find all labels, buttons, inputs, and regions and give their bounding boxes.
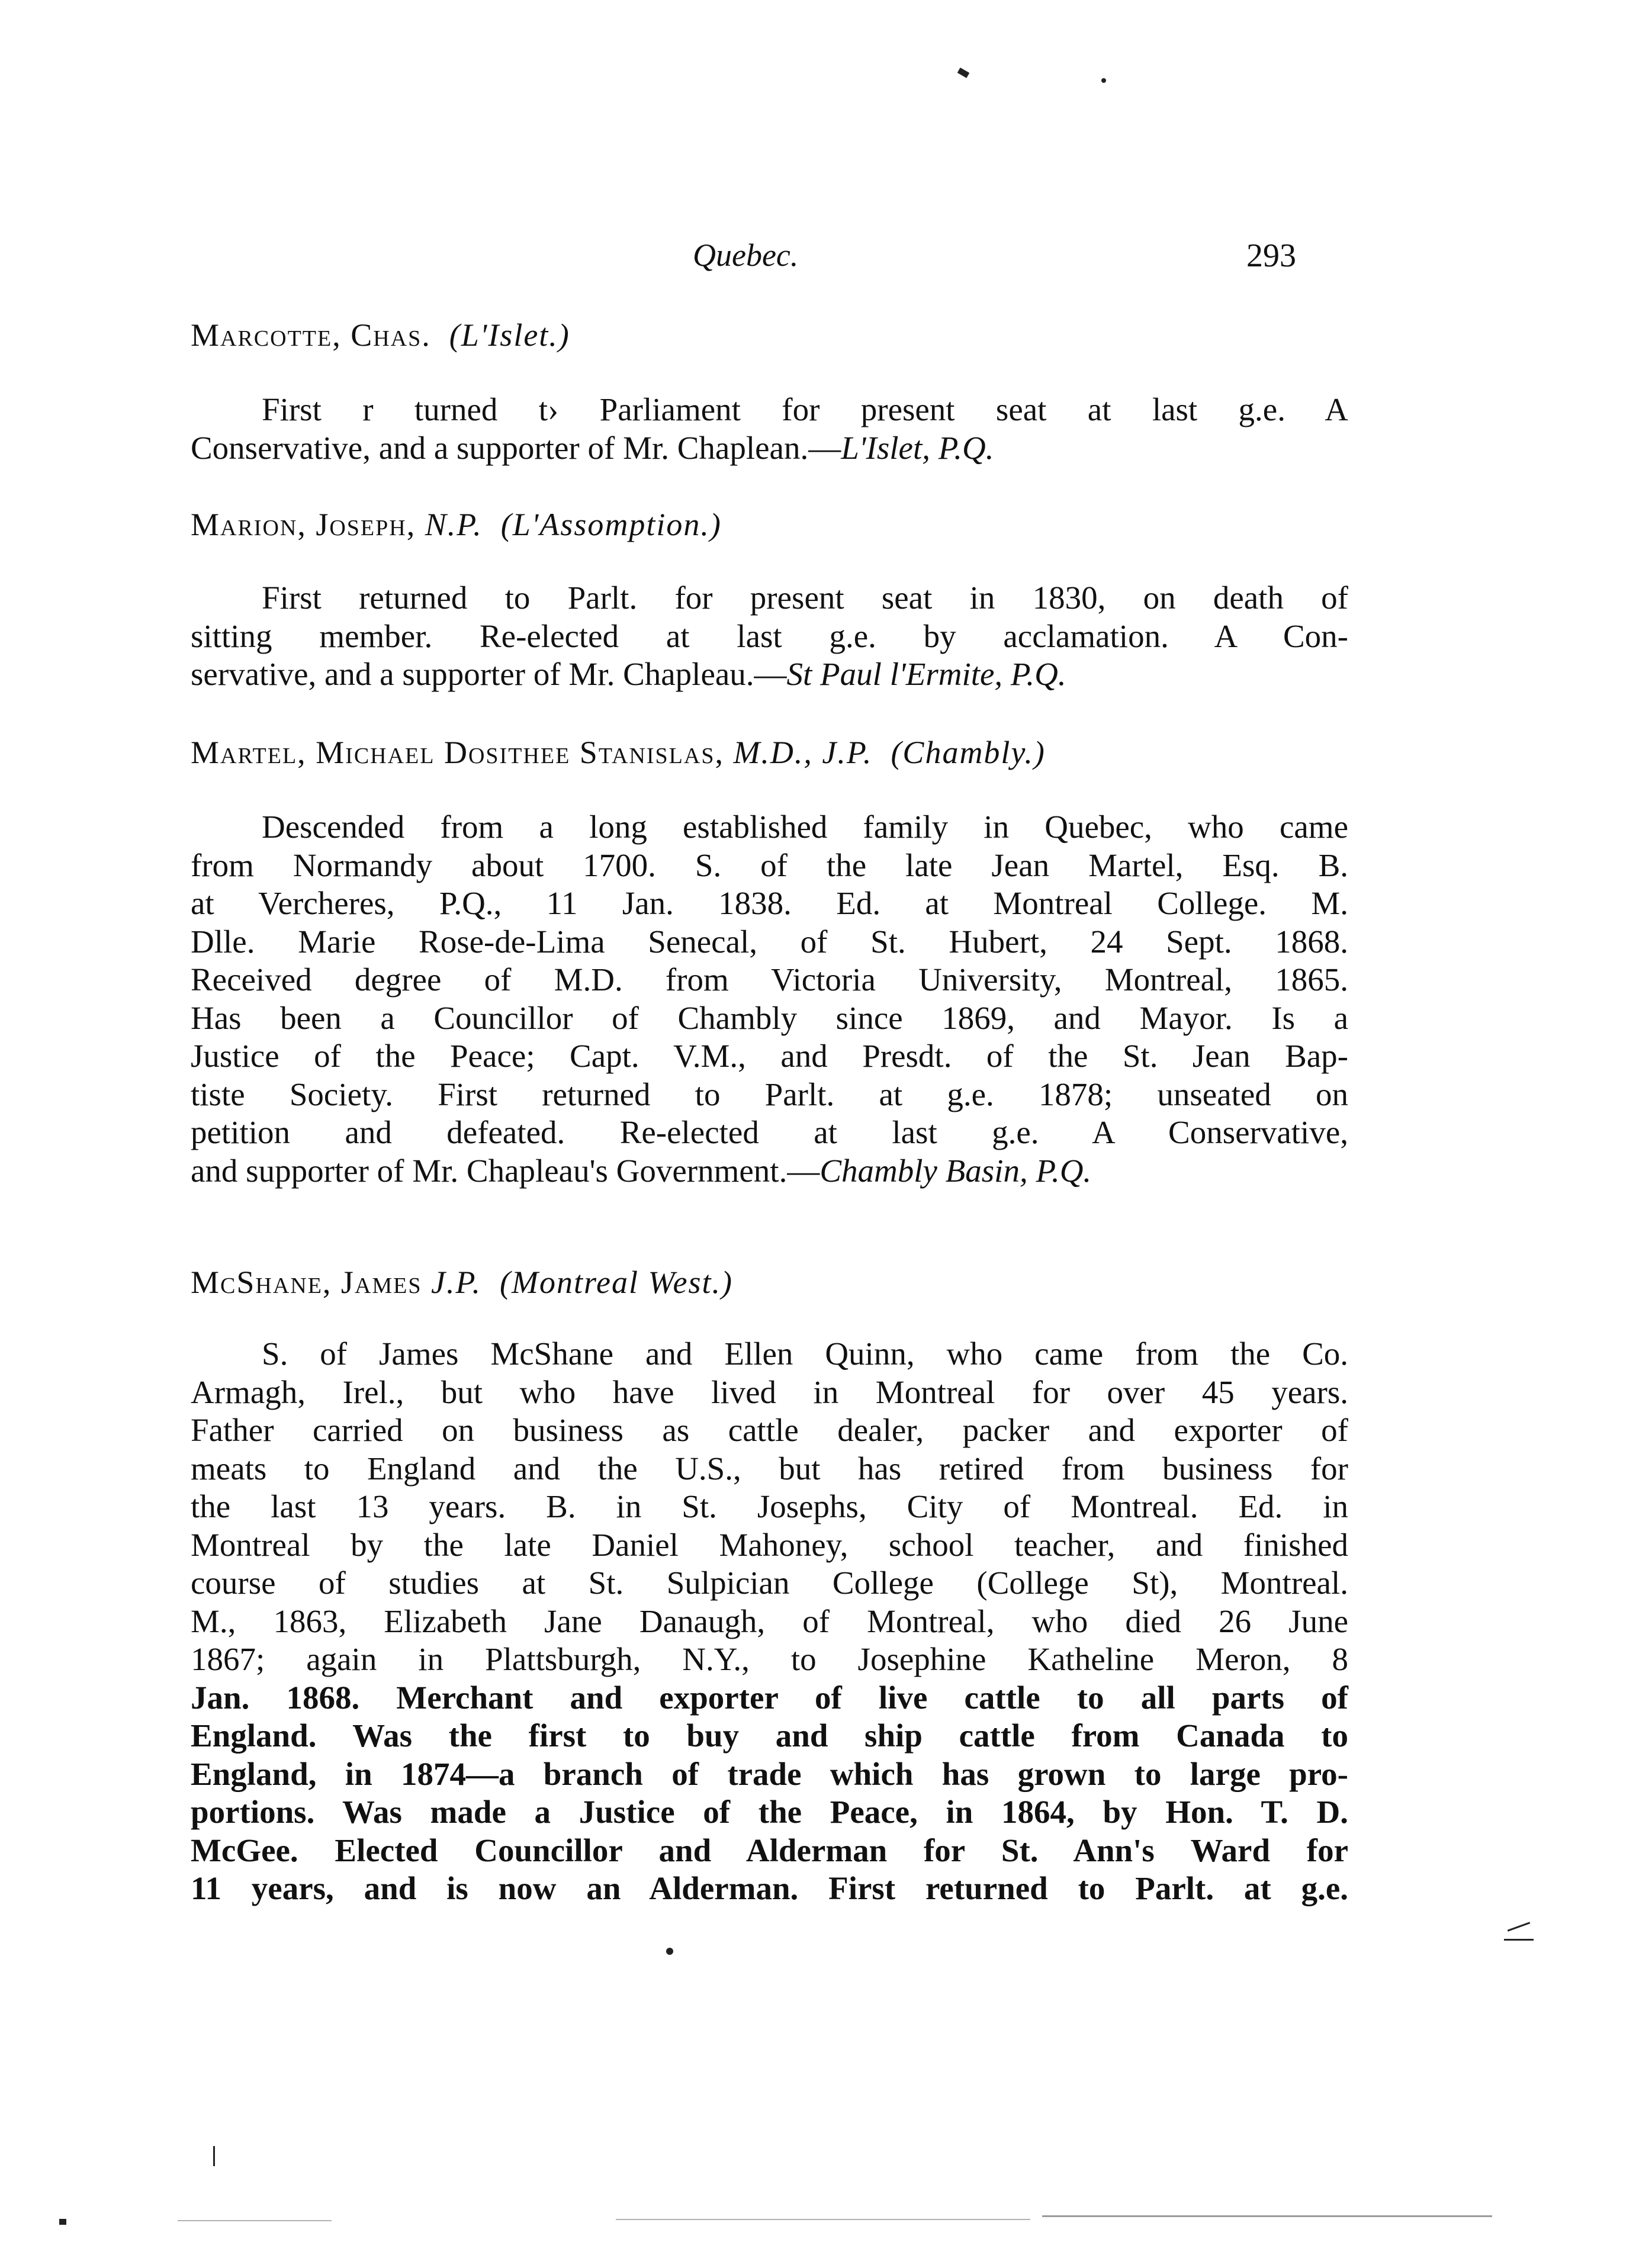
text-line: 11 years, and is now an Alderman. First returned to Parlt. at g.e. [191,1870,1348,1906]
text-line: Justice of the Peace; Capt. V.M., and Presdt. of the St. Jean Bap- [191,1038,1348,1074]
text-line: Received degree of M.D. from Victoria University, Montreal, 1865. [191,961,1348,998]
text-line: portions. Was made a Justice of the Peace, in 1864, by Hon. T. D. [191,1794,1348,1830]
text-line: McGee. Elected Councillor and Alderman for St. Ann's Ward for [191,1832,1348,1868]
running-head [0,237,1652,284]
text-line: course of studies at St. Sulpician College (College St), Montreal. [191,1565,1348,1601]
entry-body [191,1335,1348,1908]
member-credentials: M.D., J.P. [733,735,873,770]
entry-heading [191,734,1046,771]
text-line: Has been a Councillor of Chambly since 1869, and Mayor. Is a [191,999,1348,1036]
text-line: petition and defeated. Re-elected at last g.e. A Conservative, [191,1114,1348,1150]
entry-body [191,391,1348,467]
text-line: meats to England and the U.S., but has retired from business for [191,1450,1348,1487]
text-line: tiste Society. First returned to Parlt. at g.e. 1878; unseated on [191,1076,1348,1112]
member-name: McShane, James [191,1265,422,1300]
text-line: First r turned t› Parliament for present seat at last g.e. A [262,391,1348,427]
text-line: Descended from a long established family in Quebec, who came [262,809,1348,845]
scan-speck [213,2146,215,2166]
text-line: England, in 1874—a branch of trade which has grown to large pro- [191,1755,1348,1792]
member-name: Marcotte, Chas. [191,317,431,353]
text-line: sitting member. Re-elected at last g.e. by acclamation. A Con- [191,617,1348,654]
page-number: 293 [1246,237,1296,274]
text-line-content: and supporter of Mr. Chapleau's Government.— [191,1152,820,1189]
text-line: Dlle. Marie Rose-de-Lima Senecal, of St. Hubert, 24 Sept. 1868. [191,923,1348,960]
scan-speck [957,67,970,78]
scan-speck [1042,2215,1492,2217]
riding-name: (L'Islet.) [449,317,570,353]
riding-name: (Chambly.) [891,735,1046,770]
member-address: Chambly Basin, P.Q. [819,1152,1092,1189]
text-line [191,1152,1348,1191]
member-address: St Paul l'Ermite, P.Q. [786,656,1066,692]
text-line: S. of James McShane and Ellen Quinn, who came from the Co. [262,1336,1348,1372]
riding-name: (Montreal West.) [500,1265,733,1300]
text-line: Father carried on business as cattle dealer, packer and exporter of [191,1412,1348,1448]
text-line: 1867; again in Plattsburgh, N.Y., to Josephine Katheline Meron, 8 [191,1641,1348,1677]
entry-heading [191,317,570,353]
scan-speck [1508,1922,1531,1932]
text-line: from Normandy about 1700. S. of the late Jean Martel, Esq. B. [191,847,1348,883]
section-title: Quebec. [693,237,799,273]
text-line: Jan. 1868. Merchant and exporter of live cattle to all parts of [191,1679,1348,1716]
entry-heading [191,506,722,543]
member-name: Marion, Joseph, [191,507,416,542]
scan-speck [1504,1939,1534,1941]
scan-speck [616,2219,1030,2220]
text-line-content: servative, and a supporter of Mr. Chapleau.— [191,656,787,692]
text-line-content: Conservative, and a supporter of Mr. Chaplean.— [191,429,841,466]
entry-body [191,579,1348,694]
member-name: Martel, Michael Dosithee Stanislas, [191,735,724,770]
text-line: England. Was the first to buy and ship cattle from Canada to [191,1717,1348,1754]
member-address: L'Islet, P.Q. [841,429,994,466]
riding-name: (L'Assomption.) [500,507,722,542]
text-line: M., 1863, Elizabeth Jane Danaugh, of Montreal, who died 26 June [191,1603,1348,1639]
text-line: the last 13 years. B. in St. Josephs, City of Montreal. Ed. in [191,1488,1348,1524]
entry-heading [191,1264,733,1301]
member-credentials: J.P. [431,1265,482,1300]
text-line: First returned to Parlt. for present seat in 1830, on death of [262,580,1348,616]
text-line [191,429,1348,468]
text-line [191,655,1348,694]
scan-speck [1101,78,1106,83]
scan-speck [59,2219,66,2225]
text-line: Armagh, Irel., but who have lived in Montreal for over 45 years. [191,1373,1348,1410]
member-credentials: N.P. [425,507,483,542]
scan-speck [666,1948,673,1955]
text-line: at Vercheres, P.Q., 11 Jan. 1838. Ed. at Montreal College. M. [191,885,1348,921]
text-line: Montreal by the late Daniel Mahoney, school teacher, and finished [191,1526,1348,1563]
entry-body [191,808,1348,1190]
scan-speck [178,2220,332,2221]
